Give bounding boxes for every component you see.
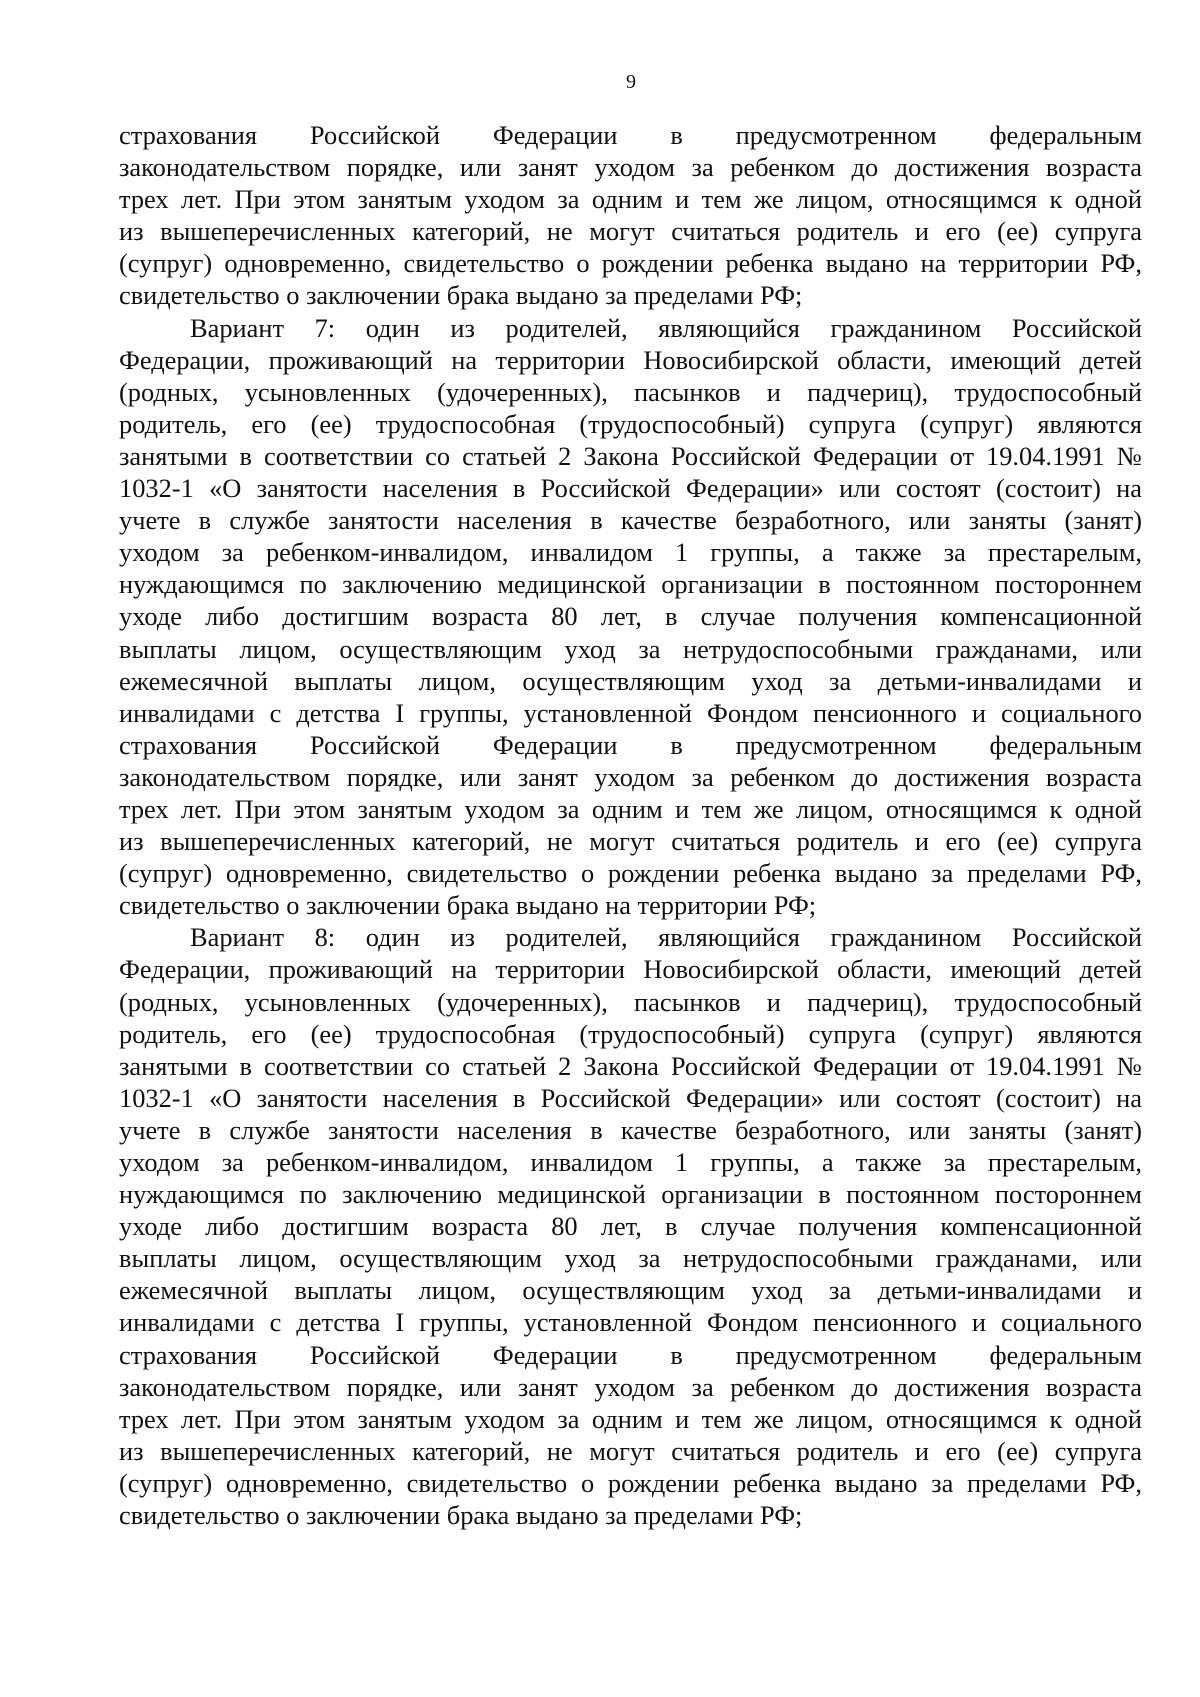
text-line: законодательством порядке, или занят уходом за ребенком до достижения возраста xyxy=(119,152,1142,183)
text-line: Федерации, проживающий на территории Новосибирской области, имеющий детей xyxy=(119,344,1142,375)
text-line: уходом за ребенком-инвалидом, инвалидом 1 группы, а также за престарелым, xyxy=(119,537,1142,568)
text-line: инвалидами с детства I группы, установленной Фондом пенсионного и социального xyxy=(119,1307,1142,1338)
text-line: (супруг) одновременно, свидетельство о рождении ребенка выдано за пределами РФ, xyxy=(119,1467,1142,1498)
text-line: законодательством порядке, или занят уходом за ребенком до достижения возраста xyxy=(119,1371,1142,1402)
text-line: ежемесячной выплаты лицом, осуществляющим уход за детьми-инвалидами и xyxy=(119,665,1142,696)
text-line: родитель, его (ее) трудоспособная (трудоспособный) супруга (супруг) являются xyxy=(119,408,1142,439)
text-line: из вышеперечисленных категорий, не могут считаться родитель и его (ее) супруга xyxy=(119,216,1142,247)
text-line: уходе либо достигшим возраста 80 лет, в случае получения компенсационной xyxy=(119,1211,1142,1242)
text-line: из вышеперечисленных категорий, не могут считаться родитель и его (ее) супруга xyxy=(119,826,1142,857)
text-line: свидетельство о заключении брака выдано за пределами РФ; xyxy=(119,1500,803,1531)
text-line: Федерации, проживающий на территории Новосибирской области, имеющий детей xyxy=(119,954,1142,985)
text-line: (родных, усыновленных (удочеренных), пасынков и падчериц), трудоспособный xyxy=(119,376,1142,407)
text-line: занятыми в соответствии со статьей 2 Закона Российской Федерации от 19.04.1991 № xyxy=(119,1050,1142,1081)
text-line: учете в службе занятости населения в качестве безработного, или заняты (занят) xyxy=(119,505,1142,536)
text-line: ежемесячной выплаты лицом, осуществляющим уход за детьми-инвалидами и xyxy=(119,1275,1142,1306)
text-line: 1032-1 «О занятости населения в Российской Федерации» или состоят (состоит) на xyxy=(119,473,1142,504)
text-line: свидетельство о заключении брака выдано за пределами РФ; xyxy=(119,280,803,311)
text-line: свидетельство о заключении брака выдано на территории РФ; xyxy=(119,890,817,921)
text-line: нуждающимся по заключению медицинской организации в постоянном постороннем xyxy=(119,1179,1142,1210)
text-line: учете в службе занятости населения в качестве безработного, или заняты (занят) xyxy=(119,1114,1142,1145)
text-line: уходе либо достигшим возраста 80 лет, в случае получения компенсационной xyxy=(119,601,1142,632)
text-line: нуждающимся по заключению медицинской организации в постоянном постороннем xyxy=(119,569,1142,600)
text-line: законодательством порядке, или занят уходом за ребенком до достижения возраста xyxy=(119,761,1142,792)
text-line: 1032-1 «О занятости населения в Российской Федерации» или состоят (состоит) на xyxy=(119,1082,1142,1113)
text-line: (супруг) одновременно, свидетельство о рождении ребенка выдано на территории РФ, xyxy=(119,248,1142,279)
page-number: 9 xyxy=(626,71,636,93)
text-line: инвалидами с детства I группы, установленной Фондом пенсионного и социального xyxy=(119,697,1142,728)
variant-7-heading-line: Вариант 7: один из родителей, являющийся гражданином Российской xyxy=(190,312,1142,343)
text-line: трех лет. При этом занятым уходом за одним и тем же лицом, относящимся к одной xyxy=(119,184,1142,215)
text-line: (супруг) одновременно, свидетельство о рождении ребенка выдано за пределами РФ, xyxy=(119,858,1142,889)
text-line: уходом за ребенком-инвалидом, инвалидом 1 группы, а также за престарелым, xyxy=(119,1147,1142,1177)
text-line: выплаты лицом, осуществляющим уход за нетрудоспособными гражданами, или xyxy=(119,1243,1142,1274)
text-line: родитель, его (ее) трудоспособная (трудоспособный) супруга (супруг) являются xyxy=(119,1018,1142,1049)
text-line: выплаты лицом, осуществляющим уход за нетрудоспособными гражданами, или xyxy=(119,633,1142,664)
text-line: (родных, усыновленных (удочеренных), пасынков и падчериц), трудоспособный xyxy=(119,986,1142,1017)
text-line: страхования Российской Федерации в предусмотренном федеральным xyxy=(119,729,1142,760)
document-body xyxy=(119,119,1142,1531)
text-line: трех лет. При этом занятым уходом за одним и тем же лицом, относящимся к одной xyxy=(119,793,1142,824)
text-line: страхования Российской Федерации в предусмотренном федеральным xyxy=(119,120,1142,150)
text-line: из вышеперечисленных категорий, не могут считаться родитель и его (ее) супруга xyxy=(119,1435,1142,1466)
text-line: страхования Российской Федерации в предусмотренном федеральным xyxy=(119,1339,1142,1370)
text-line: трех лет. При этом занятым уходом за одним и тем же лицом, относящимся к одной xyxy=(119,1403,1142,1434)
variant-8-heading-line: Вариант 8: один из родителей, являющийся гражданином Российской xyxy=(190,922,1142,953)
text-line: занятыми в соответствии со статьей 2 Закона Российской Федерации от 19.04.1991 № xyxy=(119,440,1142,471)
